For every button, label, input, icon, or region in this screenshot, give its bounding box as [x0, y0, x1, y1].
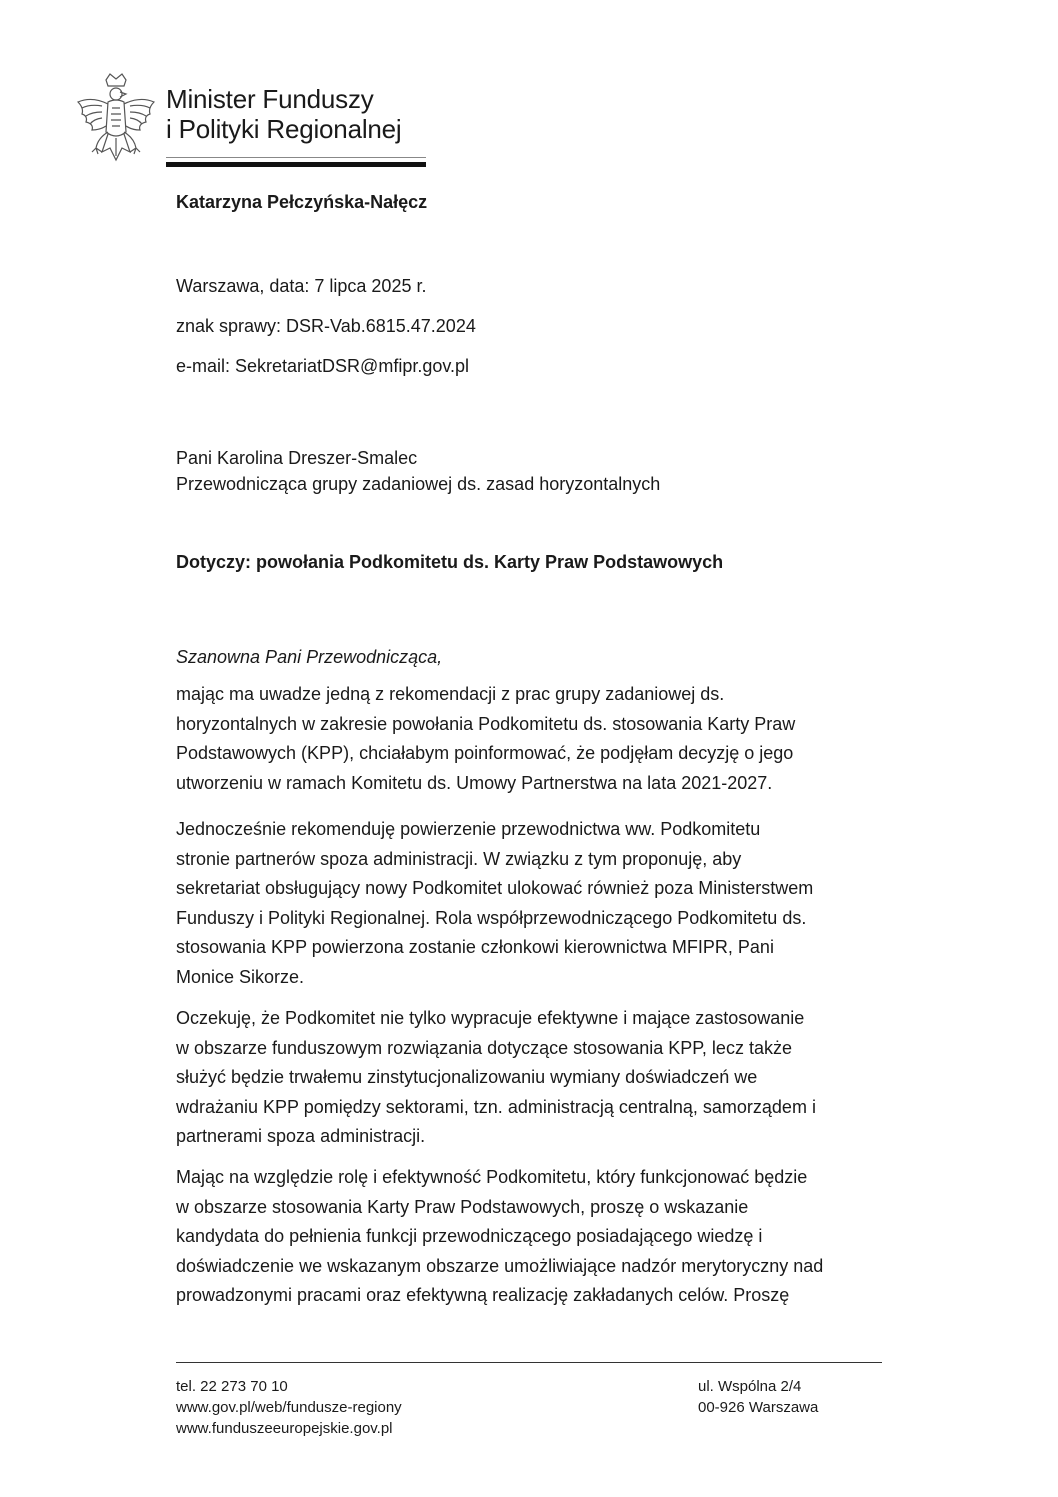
paragraph-line: stosowania KPP powierzona zostanie członkowi kierownictwa MFIPR, Pani	[176, 937, 774, 957]
header-rule-thin	[166, 157, 426, 158]
footer-website-link[interactable]: www.gov.pl/web/fundusze-regiony	[176, 1399, 402, 1416]
paragraph-line: Monice Sikorze.	[176, 966, 305, 987]
paragraph-line: wdrażaniu KPP pomiędzy sektorami, tzn. administracją centralną, samorządem i	[176, 1096, 816, 1117]
paragraph-line: Podstawowych (KPP), chciałabym poinformować, że podjęłam decyzję o jego	[176, 743, 794, 763]
footer-website-link[interactable]: www.funduszeeuropejskie.gov.pl	[176, 1420, 393, 1437]
case-number: znak sprawy: DSR-Vab.6815.47.2024	[176, 316, 476, 336]
paragraph-line: horyzontalnych w zakresie powołania Podkomitetu ds. stosowania Karty Praw	[176, 713, 796, 734]
paragraph-line: Jednocześnie rekomenduję powierzenie przewodnictwa ww. Podkomitetu	[176, 819, 761, 839]
header-rule-thick	[166, 162, 426, 167]
recipient-title: Przewodnicząca grupy zadaniowej ds. zasad horyzontalnych	[176, 474, 661, 494]
paragraph-4	[176, 1163, 886, 1311]
ministry-name-line2: i Polityki Regionalnej	[166, 114, 402, 144]
paragraph-line: w obszarze funduszowym rozwiązania dotyczące stosowania KPP, lecz także	[176, 1037, 792, 1058]
footer-phone: tel. 22 273 70 10	[176, 1378, 288, 1395]
paragraph-2	[176, 815, 886, 992]
recipient-name: Pani Karolina Dreszer-Smalec	[176, 448, 418, 468]
paragraph-line: doświadczenie we wskazanym obszarze umożliwiające nadzór merytoryczny nad	[176, 1255, 824, 1276]
footer-street: ul. Wspólna 2/4	[698, 1378, 802, 1395]
paragraph-line: kandydata do pełnienia funkcji przewodniczącego posiadającego wiedzę i	[176, 1226, 763, 1246]
paragraph-line: Funduszy i Polityki Regionalnej. Rola współprzewodniczącego Podkomitetu ds.	[176, 907, 807, 928]
paragraph-line: Mając na względzie rolę i efektywność Podkomitetu, który funkcjonować będzie	[176, 1167, 808, 1187]
sender-name: Katarzyna Pełczyńska-Nałęcz	[176, 192, 428, 212]
paragraph-line: partnerami spoza administracji.	[176, 1126, 426, 1146]
paragraph-line: w obszarze stosowania Karty Praw Podstawowych, proszę o wskazanie	[176, 1196, 749, 1217]
footer-city: 00-926 Warszawa	[698, 1399, 819, 1416]
footer-contact	[176, 1376, 402, 1439]
paragraph-line: sekretariat obsługujący nowy Podkomitet ulokować również poza Ministerstwem	[176, 878, 814, 898]
ministry-name-line1: Minister Funduszy	[166, 84, 374, 114]
paragraph-3	[176, 1004, 886, 1152]
paragraph-line: prowadzonymi pracami oraz efektywną realizację zakładanych celów. Proszę	[176, 1285, 790, 1305]
paragraph-line: mając ma uwadze jedną z rekomendacji z prac grupy zadaniowej ds.	[176, 684, 725, 704]
paragraph-line: Oczekuję, że Podkomitet nie tylko wypracuje efektywne i mające zastosowanie	[176, 1008, 805, 1028]
paragraph-line: stronie partnerów spoza administracji. W związku z tym proponuję, aby	[176, 848, 742, 869]
ministry-name	[166, 84, 402, 144]
contact-email: e-mail: SekretariatDSR@mfipr.gov.pl	[176, 356, 470, 376]
salutation: Szanowna Pani Przewodnicząca,	[176, 647, 443, 667]
paragraph-line: utworzeniu w ramach Komitetu ds. Umowy Partnerstwa na lata 2021-2027.	[176, 772, 773, 793]
letter-subject: Dotyczy: powołania Podkomitetu ds. Karty Praw Podstawowych	[176, 552, 724, 572]
letter-date: Warszawa, data: 7 lipca 2025 r.	[176, 276, 427, 296]
footer-address	[698, 1376, 818, 1418]
paragraph-1	[176, 680, 886, 798]
polish-eagle-emblem-icon	[72, 72, 160, 172]
paragraph-line: służyć będzie trwałemu zinstytucjonalizowaniu wymiany doświadczeń we	[176, 1067, 758, 1087]
footer-rule	[176, 1362, 882, 1363]
